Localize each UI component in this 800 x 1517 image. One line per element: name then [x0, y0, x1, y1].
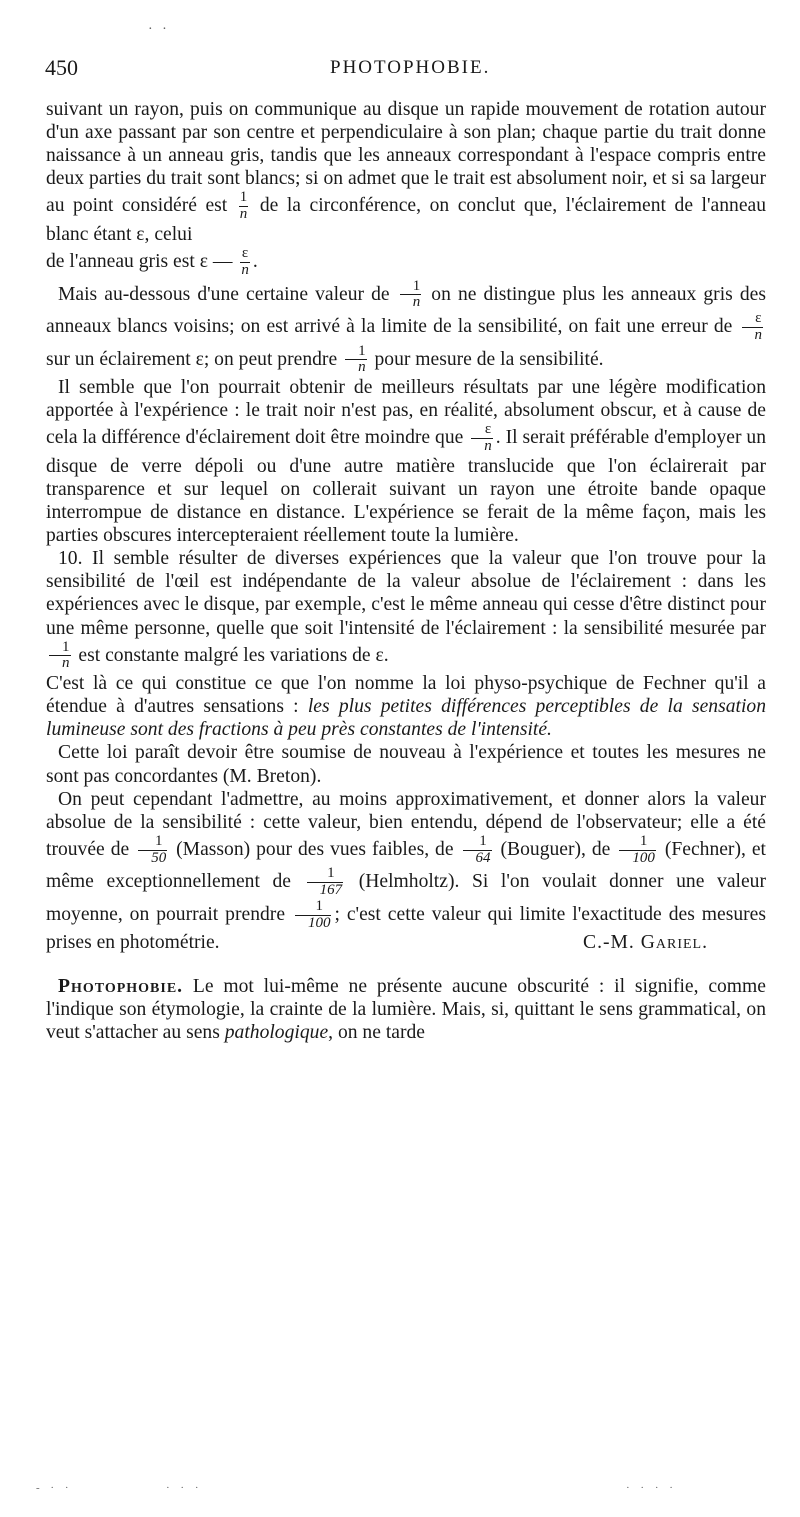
section-gap [46, 955, 766, 975]
entry-headword: Photophobie. [58, 975, 184, 997]
pathologique-italic: pathologique [224, 1021, 329, 1043]
author-signature: C.-M. Gariel. [583, 932, 708, 954]
fraction: $\frac{\varepsilon}{n}$ [471, 422, 493, 455]
paragraph-6: Cette loi paraît devoir être soumise de nouveau à l'expérience et toutes les mesures ne sont pas concordantes (M. Breton). [46, 742, 766, 787]
paragraph-2: Mais au-dessous d'une certaine valeur de $\frac{1}{n}$ on ne distingue plus les anneaux gris des anneaux blancs voisins; on est arrivé à la limite de la sensibilité, on fait une erreur de $\frac{\varepsilon}{n}$ sur un éclairement ε; on peut prendre $\frac{1}{n}$ pour mesure de la sensibilité. [46, 277, 766, 376]
fechner-law-statement: les plus petites différences perceptibles de la sensation lumineuse sont des fractions à peu près constantes de l'intensité. [46, 696, 766, 741]
article-body [46, 98, 766, 1044]
fraction: $\frac{1}{100}$ [295, 899, 332, 932]
fraction: $\frac{1}{167}$ [307, 866, 344, 899]
fraction: $\frac{1}{n}$ [345, 344, 367, 377]
paragraph-1-formula-line: de l'anneau gris est ε — $\frac{\varepsilon}{n}$ . [46, 245, 258, 278]
paragraph-3: Il semble que l'on pourrait obtenir de meilleurs résultats par une légère modification apportée à l'expérience : le trait noir n'est pas, en réalité, absolument obscur, et à cause de cela la différence d'éclairement doit être moindre que $\frac{\varepsilon}{n}$ . Il serait préférable d'employer un disque de verre dépoli ou d'une autre matière translucide que l'on éclairerait par transparence et sur lequel on collerait suivant un rayon une étroite bande opaque interrompue de distance en distance. L'expérience se ferait de la même façon, mais les parties obscures intercepteraient réellement toute la lumière. [46, 377, 766, 547]
fraction-epsilon-over-n: $\frac{\varepsilon}{n}$ [241, 245, 249, 278]
running-title: PHOTOPHOBIE. [330, 57, 491, 78]
fraction: $\frac{1}{n}$ [400, 279, 422, 312]
paragraph-4-section-10: 10. Il semble résulter de diverses expériences que la valeur que l'on trouve pour la sensibilité de l'œil est indépendante de la valeur absolue de l'éclairement : dans les expériences avec le disque, par exemple, c'est le même anneau qui cesse d'être distinct pour une même personne, quelle que soit l'intensité de l'éclairement : la sensibilité mesurée par $\frac{1}{n}$ est constante malgré les variations de ε. [46, 548, 766, 672]
fraction: $\frac{1}{100}$ [619, 834, 656, 867]
paragraph-5-fechner-law: C'est là ce qui constitue ce que l'on nomme la loi physo-psychique de Fechner qu'il a étendue à d'autres sensations : les plus petites différences perceptibles de la sensation lumineuse sont des fractions à peu près constantes de l'intensité. [46, 673, 766, 741]
page-header [45, 55, 765, 85]
fraction: $\frac{1}{50}$ [138, 834, 167, 867]
paragraph-7: On peut cependant l'admettre, au moins approximativement, et donner alors la valeur absolue de la sensibilité : cette valeur, bien entendu, dépend de l'observateur; elle a été trouvée de $\frac{1}{50}$ (Masson) pour des vues faibles, de $\frac{1}{64}$ (Bouguer), de $\frac{1}{100}$ (Fechner), et même exceptionnellement de $\frac{1}{167}$ (Helmholtz). Si l'on voulait donner une valeur moyenne, on pourrait prendre $\frac{1}{100}$ ; c'est cette valeur qui limite l'exactitude des mesures prises en photométrie. C.-M. Gariel. [46, 788, 766, 954]
page: · · 450 PHOTOPHOBIE. suivant un rayon, puis on communique au disque un rapide mouvement de rotation autour d'un axe passant par son centre et perpendiculaire à son plan; chaque partie du trait donne naissance à un anneau gris, tandis que les anneaux correspondant à l'espace compris entre deux parties du trait sont blancs; si on admet que le trait est absolument noir, et si sa largeur au point considéré est $\frac{1}{n}$ de la circonférence, on conclut que, l'éclairement de l'anneau blanc étant ε, celui de l'anneau gris est ε — $\frac{\varepsilon}{n}$ . Mais au-dessous d'une certaine valeur de $\frac{1}{n}$ on ne distingue plus les anneaux gris des anneaux blancs voisins; on est arrivé à la limite de la sensibilité, on fait une erreur de $\frac{\varepsilon}{n}$ sur un éclairement ε; on peut prendre $\frac{1}{n}$ pour mesure de la sensibilité. Il semble que l'on pourrait obtenir de meilleurs résultats par une légère modification apportée à l'expérience : le trait noir n'est pas, en réalité, absolument obscur, et à cause de cela la différence d'éclairement doit être moindre que $\frac{\varepsilon}{n}$ . Il serait préférable d'employer un disque de verre dépoli ou d'une autre matière translucide que l'on éclairerait par transparence et sur lequel on collerait suivant un rayon une étroite bande opaque interrompue de distance en distance. L'expérience se ferait de la même façon, mais les parties obscures intercepteraient réellement toute la lumière. 10. Il semble résulter de diverses expériences que la valeur que l'on trouve pour la sensibilité de l'œil est indépendante de la valeur absolue de l'éclairement : dans les expériences avec le disque, par exemple, c'est le même anneau qui cesse d'être distinct pour une même personne, quelle que soit l'intensité de l'éclairement : la sensibilité mesurée par $\frac{1}{n}$ est constante malgré les variations de ε. C'est là ce qui constitue ce que l'on nomme la loi physo-psychique de Fechner qu'il a étendue à d'autres sensations : les plus petites différences perceptibles de la sensation lumineuse sont des fractions à peu près constantes de l'intensité. Cette loi paraît devoir être soumise de nouveau à l'expérience et toutes les mesures ne sont pas concordantes (M. Breton). On peut cependant l'admettre, au moins approximativement, et donner alors la valeur absolue de la sensibilité : cette valeur, bien entendu, dépend de l'observateur; elle a été trouvée de $\frac{1}{50}$ (Masson) pour des vues faibles, de $\frac{1}{64}$ (Bouguer), de $\frac{1}{100}$ (Fechner), et même exceptionnellement de $\frac{1}{167}$ (Helmholtz). Si l'on voulait donner une valeur moyenne, on pourrait prendre $\frac{1}{100}$ ; c'est cette valeur qui limite l'exactitude des mesures prises en photométrie. C.-M. Gariel. Photophobie. Le mot lui-même ne présente aucune obscurité : il signifie, comme l'indique son étymologie, la crainte de la lumière. Mais, si, quittant le sens grammatical, on veut s'attacher au sens pathologique, on ne tarde - · · · · · · · · · [36, 22, 767, 1494]
top-speck-decoration: · · [148, 22, 170, 37]
fraction-one-over-n: $\frac{1}{n}$ [239, 189, 248, 223]
fraction: $\frac{1}{n}$ [49, 640, 71, 673]
page-number: 450 [45, 55, 78, 80]
p1-text-b: de la circonférence, on conclut que, l'éclairement de l'anneau blanc étant ε, celui [46, 195, 767, 245]
p1-text-c: de l'anneau gris est ε — [46, 250, 233, 272]
paragraph-8-photophobie-entry: Photophobie. Le mot lui-même ne présente aucune obscurité : il signifie, comme l'indique son étymologie, la crainte de la lumière. Mais, si, quittant le sens grammatical, on veut s'attacher au sens pathologique, on ne tarde [46, 975, 766, 1043]
fraction: $\frac{1}{64}$ [463, 834, 492, 867]
fraction: $\frac{\varepsilon}{n}$ [742, 311, 764, 344]
paragraph-1 [46, 98, 766, 246]
p1-text-a: suivant un rayon, puis on communique au disque un rapide mouvement de rotation autour d'un axe passant par son centre et perpendiculaire à son plan; chaque partie du trait donne naissance à un anneau gris, tandis que les anneaux correspondant à l'espace compris entre deux parties du trait sont blancs; si on admet que le trait est absolument noir, et si sa largeur au point considéré est [46, 99, 766, 217]
